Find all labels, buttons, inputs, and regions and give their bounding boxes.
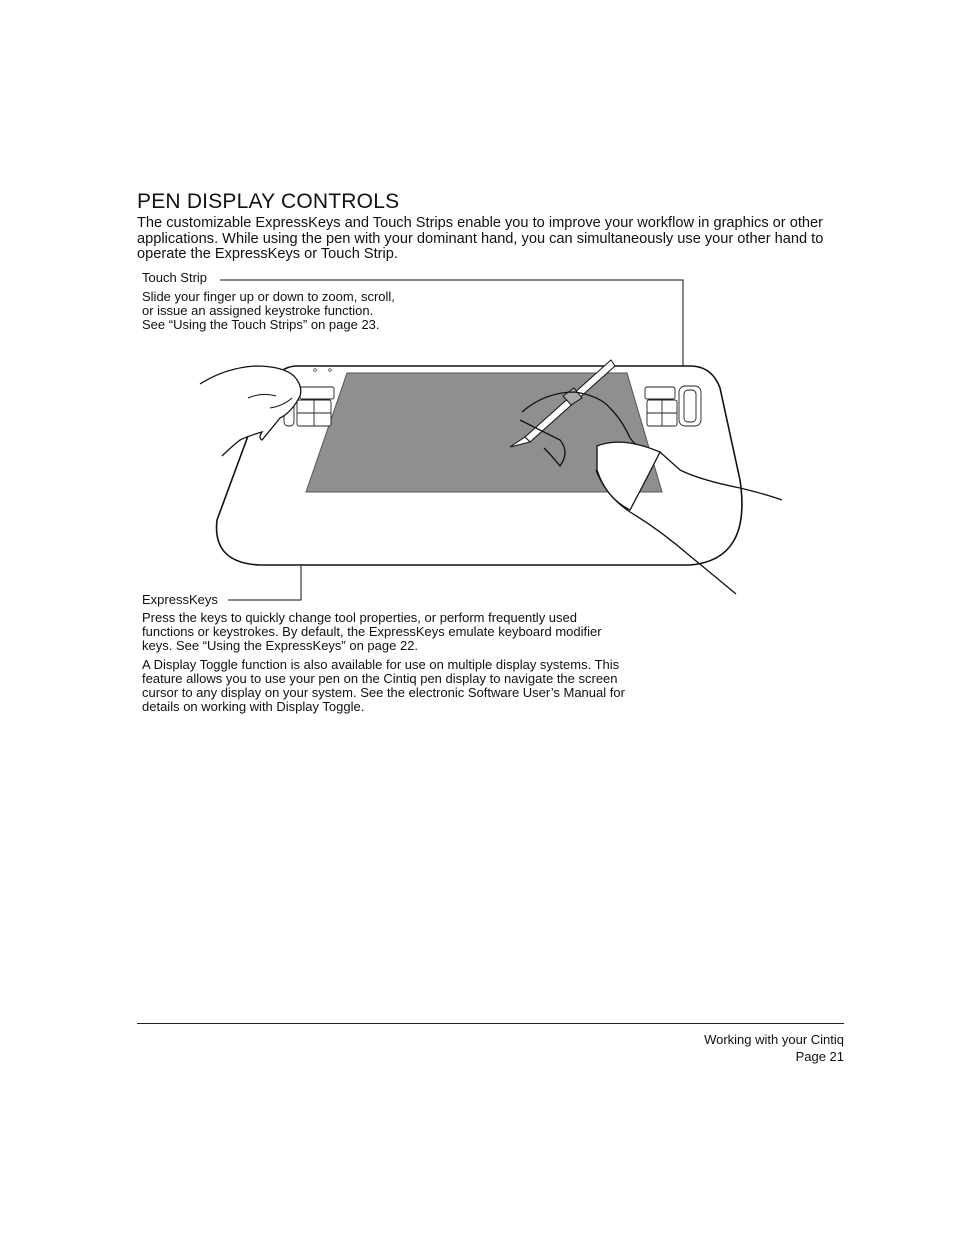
- display-screen: [306, 373, 662, 492]
- left-hand-icon: [200, 366, 301, 456]
- touch-strip-line: or issue an assigned keystroke function.: [142, 303, 374, 318]
- expresskeys-description: Press the keys to quickly change tool properties, or perform frequently used functions or keystrokes. By default, the ExpressKeys emulate keyboard modifier keys. See “Using the ExpressKeys” on page 22.: [142, 610, 602, 653]
- expresskeys-label: ExpressKeys: [142, 592, 218, 607]
- expresskeys-leader-line: [228, 424, 301, 600]
- footer-divider: [137, 1023, 844, 1024]
- touch-strip-line: See “Using the Touch Strips” on page 23.: [142, 317, 380, 332]
- display-toggle-description: A Display Toggle function is also available for use on multiple display systems. This feature allows you to use your pen on the Cintiq pen display to navigate the screen cursor to any display on your system. See the electronic Software User’s Manual for details on working with Display Toggle.: [142, 657, 625, 714]
- display-bezel: [217, 366, 742, 565]
- left-expresskeys-icon: [284, 387, 334, 426]
- touch-strip-description: [142, 290, 442, 332]
- intro-paragraph: The customizable ExpressKeys and Touch Strips enable you to improve your workflow in graphics or other applications. While using the pen with your dominant hand, you can simultaneously use your other hand to operate the ExpressKeys or Touch Strip.: [137, 215, 824, 263]
- touch-strip-line: Slide your finger up or down to zoom, scroll,: [142, 289, 395, 304]
- status-light-icon: [329, 369, 332, 372]
- footer-chapter-title: Working with your Cintiq: [704, 1032, 844, 1047]
- footer-page-number: Page 21: [795, 1049, 844, 1064]
- right-hand-icon: [522, 392, 782, 500]
- page-title: PEN DISPLAY CONTROLS: [137, 190, 400, 213]
- pen-icon: [510, 360, 615, 447]
- status-light-icon: [314, 369, 317, 372]
- sleeve-cuff-icon: [597, 442, 660, 510]
- touch-strip-label: Touch Strip: [142, 270, 208, 285]
- right-expresskeys-icon: [645, 386, 701, 426]
